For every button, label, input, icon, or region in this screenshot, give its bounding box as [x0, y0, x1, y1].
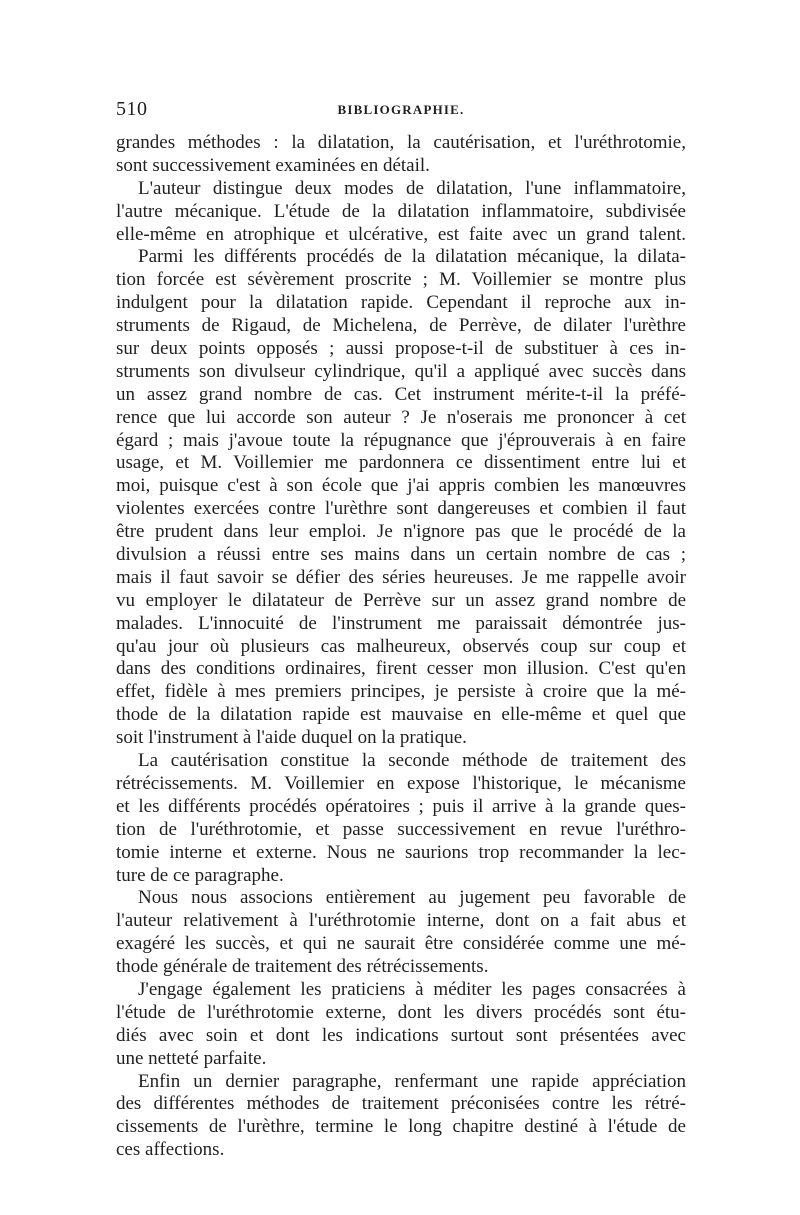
text-line: cissements de l'urèthre, termine le long chapitre destiné à l'étude de [116, 1116, 686, 1138]
text-line: un assez grand nombre de cas. Cet instrument mérite-t-il la préfé- [116, 383, 686, 405]
text-line: thode de la dilatation rapide est mauvaise en elle-même et quel que [116, 704, 686, 726]
text-line: ces affections. [116, 1139, 225, 1161]
text-line: l'autre mécanique. L'étude de la dilatation inflammatoire, subdivisée [116, 200, 686, 222]
text-line: exagéré les succès, et qui ne saurait être considérée comme une mé- [116, 933, 686, 955]
text-line: ture de ce paragraphe. [116, 864, 284, 886]
text-line: soit l'instrument à l'aide duquel on la pratique. [116, 727, 467, 749]
text-line: dans des conditions ordinaires, firent cesser mon illusion. C'est qu'en [116, 658, 686, 680]
text-line: J'engage également les praticiens à méditer les pages consacrées à [138, 978, 686, 1000]
text-line: Nous nous associons entièrement au jugement peu favorable de [138, 887, 686, 909]
text-line: moi, puisque c'est à son école que j'ai appris combien les manœuvres [116, 475, 686, 497]
text-line: l'auteur relativement à l'uréthrotomie interne, dont on a fait abus et [116, 910, 686, 932]
text-line: sont successivement examinées en détail. [116, 154, 430, 176]
text-line: elle-même en atrophique et ulcérative, est faite avec un grand talent. [116, 223, 686, 245]
text-line: être prudent dans leur emploi. Je n'ignore pas que le procédé de la [116, 521, 686, 543]
text-line: divulsion a réussi entre ses mains dans un certain nombre de cas ; [116, 544, 686, 566]
text-line: rence que lui accorde son auteur ? Je n'oserais me prononcer à cet [116, 406, 686, 428]
text-line: malades. L'innocuité de l'instrument me paraissait démontrée jus- [116, 612, 686, 634]
text-line: grandes méthodes : la dilatation, la cautérisation, et l'uréthrotomie, [116, 132, 686, 153]
text-line: Enfin un dernier paragraphe, renfermant une rapide appréciation [138, 1070, 686, 1092]
text-line: tion forcée est sévèrement proscrite ; M. Voillemier se montre plus [116, 269, 686, 291]
text-line: des différentes méthodes de traitement préconisées contre les rétré- [116, 1093, 686, 1115]
text-line: et les différents procédés opératoires ; puis il arrive à la grande ques- [116, 795, 686, 817]
text-line: L'auteur distingue deux modes de dilatation, l'une inflammatoire, [138, 177, 686, 199]
text-line: thode générale de traitement des rétrécissements. [116, 956, 489, 978]
text-line: diés avec soin et dont les indications surtout sont présentées avec [116, 1024, 686, 1046]
running-head [116, 98, 686, 132]
text-line: mais il faut savoir se défier des séries heureuses. Je me rappelle avoir [116, 566, 686, 588]
text-line: struments son divulseur cylindrique, qu'il a appliqué avec succès dans [116, 360, 686, 382]
text-line: struments de Rigaud, de Michelena, de Perrève, de dilater l'urèthre [116, 315, 686, 337]
text-line: La cautérisation constitue la seconde méthode de traitement des [138, 750, 686, 772]
text-line: effet, fidèle à mes premiers principes, je persiste à croire que la mé- [116, 681, 686, 703]
text-line: qu'au jour où plusieurs cas malheureux, observés coup sur coup et [116, 635, 686, 657]
text-line: vu employer le dilatateur de Perrève sur un assez grand nombre de [116, 589, 686, 611]
text-line: tomie interne et externe. Nous ne saurions trop recommander la lec- [116, 841, 686, 863]
page-number: 510 [116, 98, 148, 120]
text-line: tion de l'uréthrotomie, et passe successivement en revue l'uréthro- [116, 818, 686, 840]
text-line: indulgent pour la dilatation rapide. Cependant il reproche aux in- [116, 292, 686, 314]
text-line: violentes exercées contre l'urèthre sont dangereuses et combien il faut [116, 498, 686, 520]
text-line: sur deux points opposés ; aussi propose-t-il de substituer à ces in- [116, 338, 686, 360]
text-line: rétrécissements. M. Voillemier en expose l'historique, le mécanisme [116, 772, 686, 794]
text-line: égard ; mais j'avoue toute la répugnance que j'éprouverais à en faire [116, 429, 686, 451]
section-title: BIBLIOGRAPHIE. [337, 102, 465, 117]
text-line: l'étude de l'uréthrotomie externe, dont les divers procédés sont étu- [116, 1001, 686, 1023]
body-text [116, 132, 686, 1162]
text-line: Parmi les différents procédés de la dilatation mécanique, la dilata- [138, 246, 686, 268]
book-page [116, 98, 686, 1162]
text-line: usage, et M. Voillemier me pardonnera ce dissentiment entre lui et [116, 452, 686, 474]
text-line: une netteté parfaite. [116, 1047, 267, 1069]
